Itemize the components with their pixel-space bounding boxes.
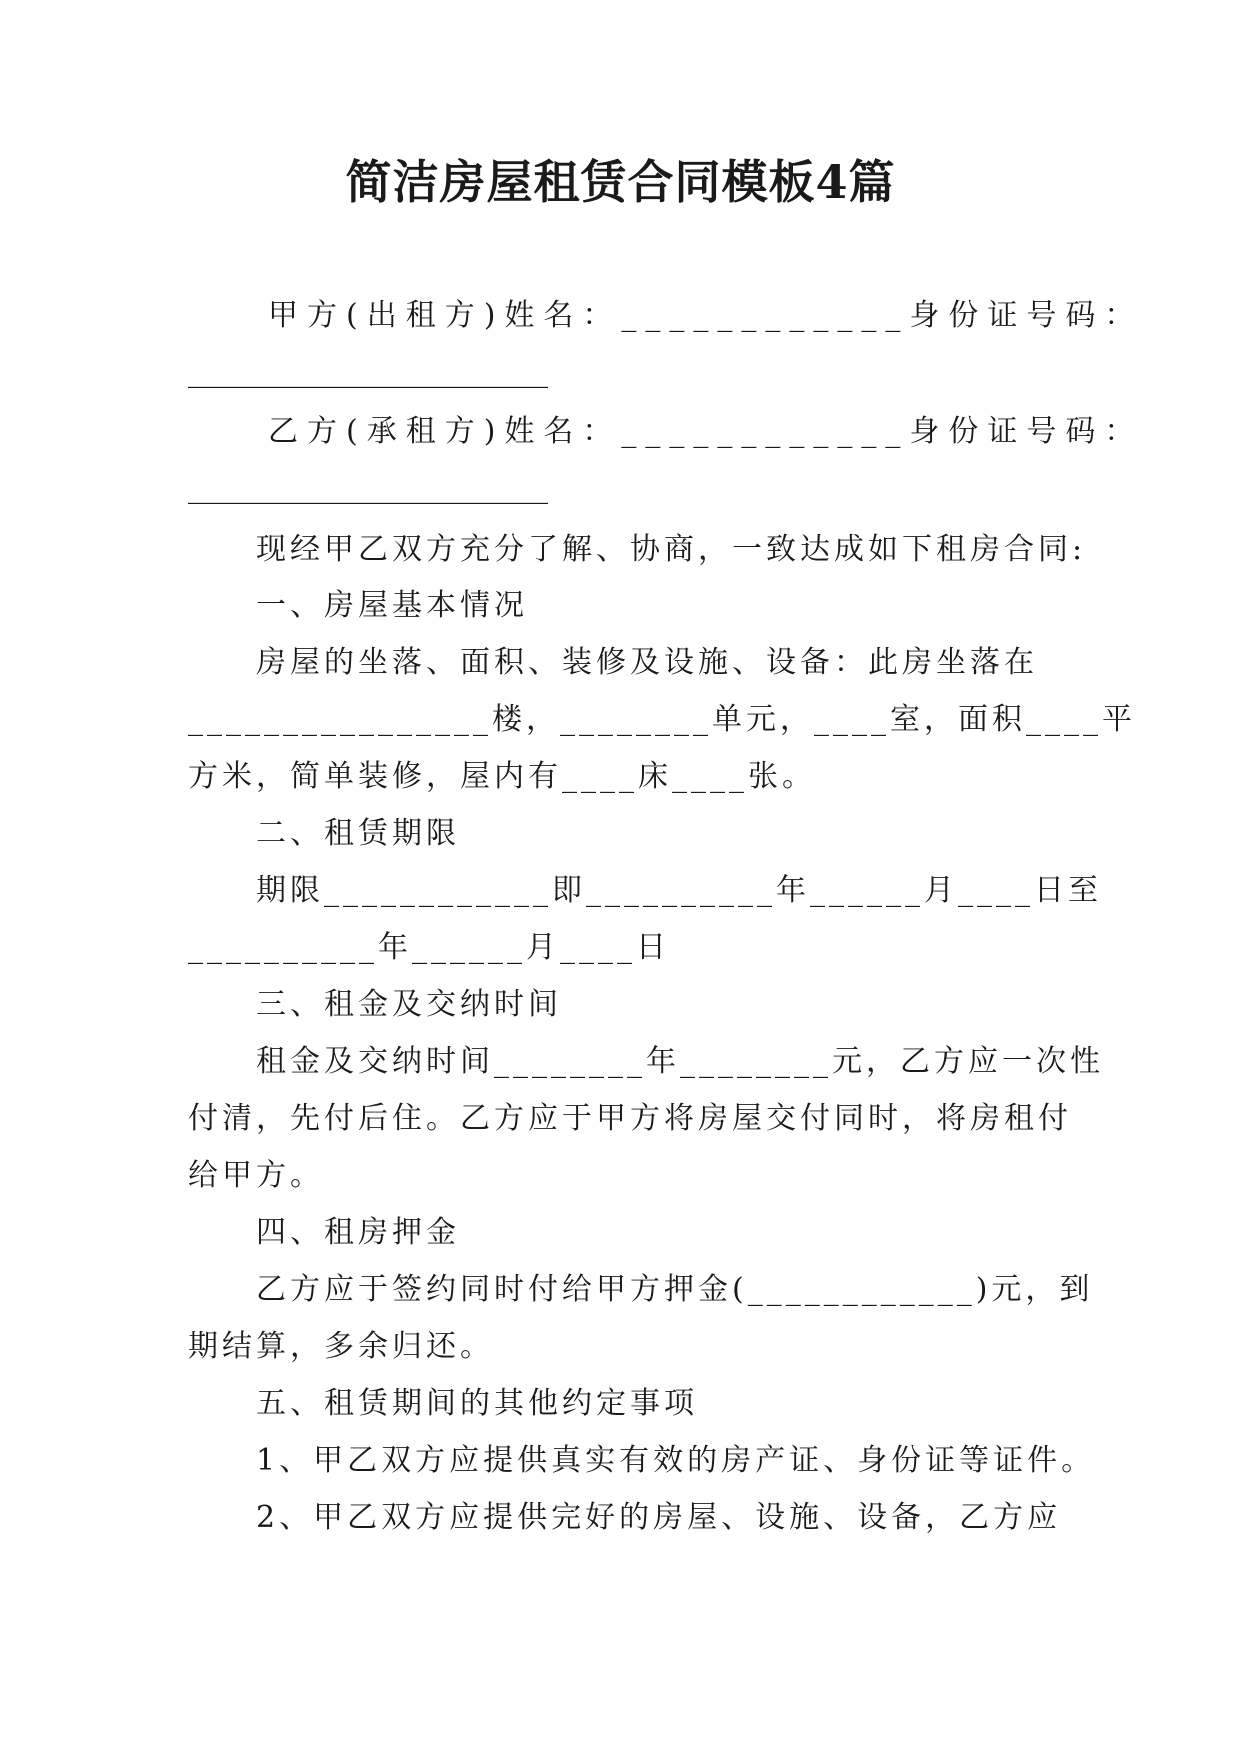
paragraph-line: 2、甲乙双方应提供完好的房屋、设施、设备，乙方应: [256, 1500, 1062, 1535]
paragraph-line: 期结算，多余归还。: [188, 1329, 494, 1364]
document-title: 简洁房屋租赁合同模板4篇: [345, 155, 896, 209]
paragraph-line: 期限____________即__________年______月____日至: [256, 873, 1102, 908]
party-a-line: 甲方(出租方)姓名：____________身份证号码：: [268, 298, 1144, 333]
section-heading-1: 一、房屋基本情况: [256, 588, 528, 623]
section-heading-4: 四、租房押金: [256, 1215, 460, 1250]
section-heading-5: 五、租赁期间的其他约定事项: [256, 1386, 698, 1421]
paragraph-line: ________________楼，________单元，____室，面积____平: [188, 702, 1136, 737]
party-b-line: 乙方(承租方)姓名：____________身份证号码：: [268, 414, 1144, 449]
section-heading-3: 三、租金及交纳时间: [256, 987, 562, 1022]
paragraph-line: 给甲方。: [188, 1158, 324, 1193]
paragraph-line: 乙方应于签约同时付给甲方押金(____________)元，到: [256, 1272, 1094, 1307]
section-heading-2: 二、租赁期限: [256, 816, 460, 851]
party-a-id-blank: ________________________: [188, 354, 548, 389]
paragraph-line: 租金及交纳时间________年________元，乙方应一次性: [256, 1044, 1104, 1079]
paragraph-line: 1、甲乙双方应提供真实有效的房产证、身份证等证件。: [256, 1443, 1096, 1478]
paragraph-line: __________年______月____日: [188, 930, 670, 965]
paragraph-line: 方米，简单装修，屋内有____床____张。: [188, 759, 816, 794]
paragraph-line: 付清，先付后住。乙方应于甲方将房屋交付同时，将房租付: [188, 1101, 1072, 1136]
intro-paragraph: 现经甲乙双方充分了解、协商，一致达成如下租房合同:: [256, 532, 1087, 567]
paragraph-line: 房屋的坐落、面积、装修及设施、设备：此房坐落在: [256, 645, 1038, 680]
party-b-id-blank: ________________________: [188, 470, 548, 505]
